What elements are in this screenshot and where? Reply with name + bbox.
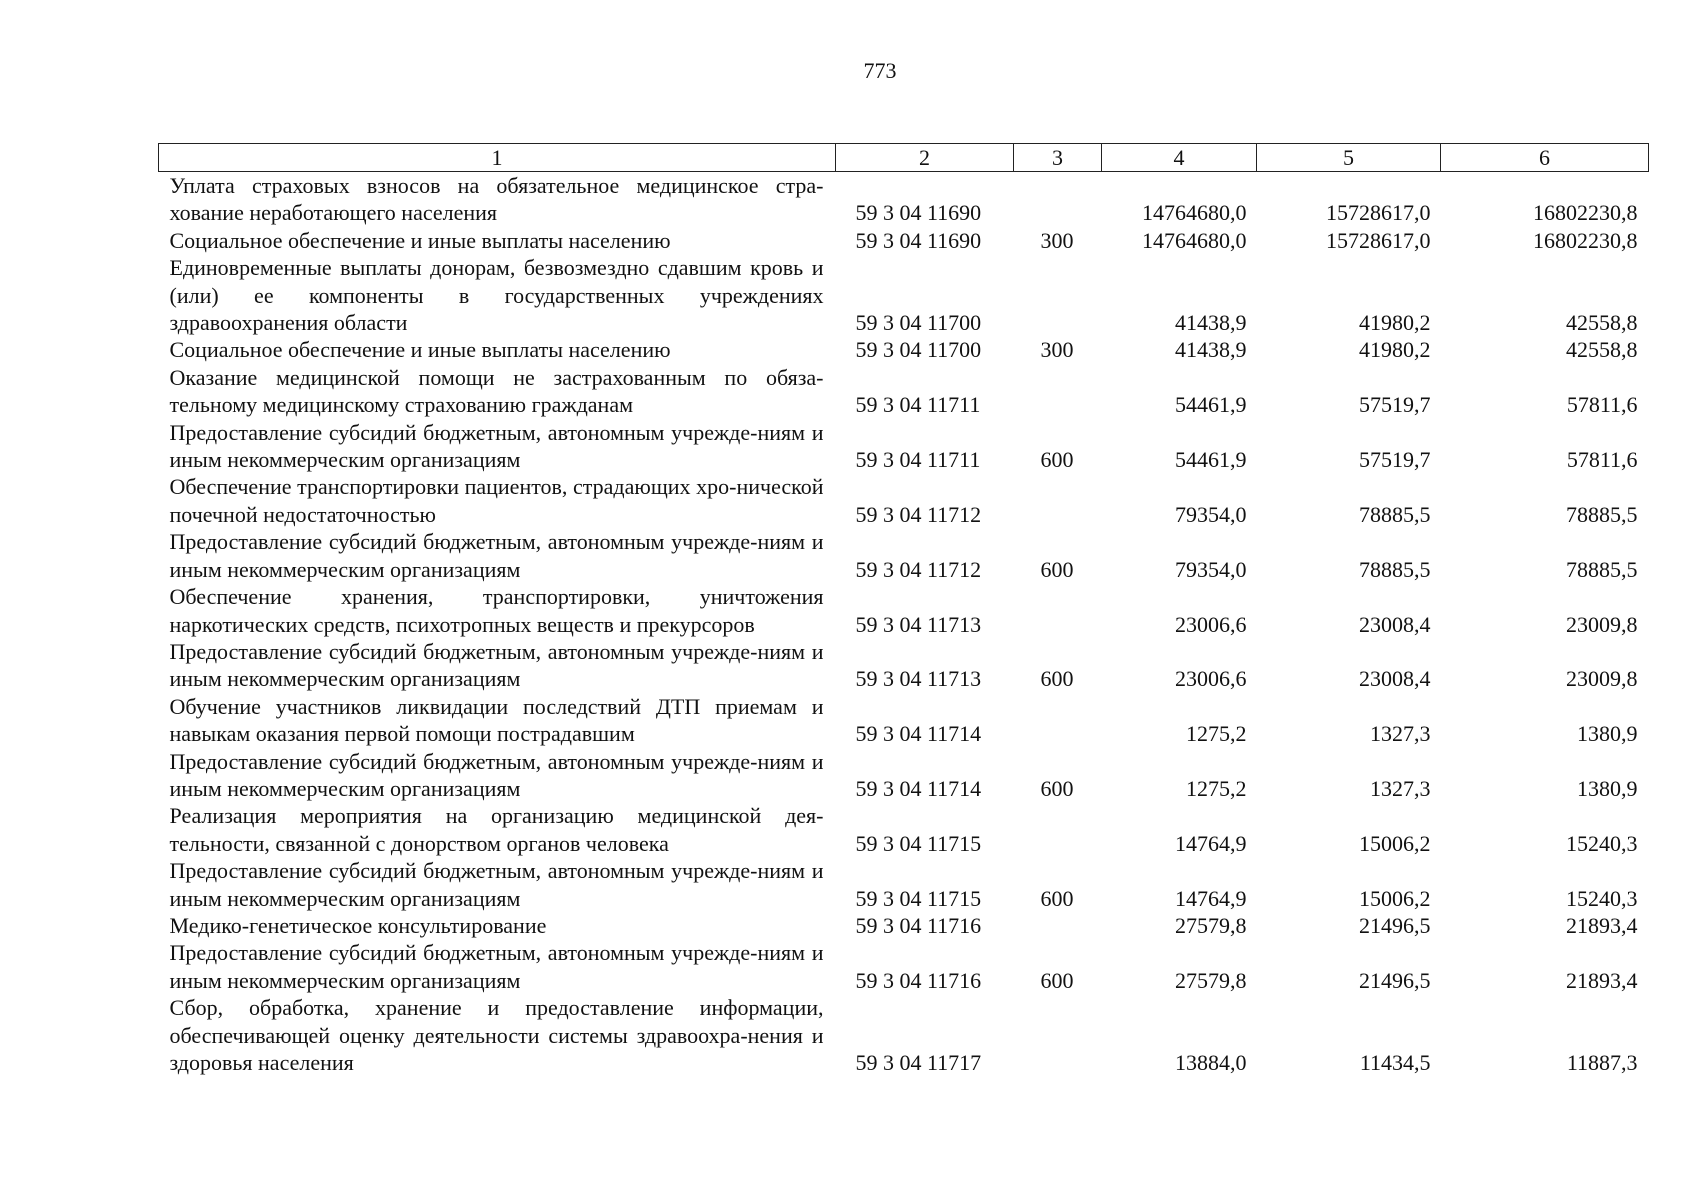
row-value-col5: 15728617,0 <box>1326 200 1431 226</box>
row-value-col4: 14764,9 <box>1175 830 1247 856</box>
row-value-col4: 41438,9 <box>1175 337 1247 363</box>
row-expense-type: 600 <box>1040 775 1074 801</box>
row-value-col4: 54461,9 <box>1175 447 1247 473</box>
table-row <box>159 528 1649 583</box>
row-expense-type <box>1014 583 1102 638</box>
table-row <box>159 748 1649 803</box>
table-row <box>159 857 1649 912</box>
row-expense-type: 600 <box>1040 447 1074 473</box>
row-value-col6: 15240,3 <box>1566 830 1638 856</box>
row-name: Единовременные выплаты донорам, безвозмездно сдавшим кровь и (или) ее компоненты в государственных учреждениях здравоохранения области <box>169 255 824 336</box>
row-name: Предоставление субсидий бюджетным, автономным учрежде-ниям и иным некоммерческим организациям <box>169 419 824 473</box>
table-row <box>159 583 1649 638</box>
row-value-col6: 11887,3 <box>1566 1050 1638 1075</box>
row-value-col5: 57519,7 <box>1359 392 1431 418</box>
row-code: 59 3 04 11714 <box>855 775 982 801</box>
row-name: Предоставление субсидий бюджетным, автономным учрежде-ниям и иным некоммерческим организациям <box>169 858 824 911</box>
row-code: 59 3 04 11714 <box>855 721 982 747</box>
row-code: 59 3 04 11690 <box>855 200 982 226</box>
row-expense-type <box>1014 254 1102 336</box>
row-value-col5: 23008,4 <box>1359 666 1431 692</box>
row-value-col4: 23006,6 <box>1175 666 1247 692</box>
row-expense-type: 300 <box>1040 337 1074 363</box>
column-header-5: 5 <box>1257 144 1441 172</box>
row-value-col5: 41980,2 <box>1359 310 1431 336</box>
row-expense-type <box>1014 364 1102 419</box>
table-row <box>159 419 1649 474</box>
row-expense-type <box>1014 802 1102 857</box>
row-value-col4: 27579,8 <box>1175 912 1247 938</box>
table-row <box>159 693 1649 748</box>
row-code: 59 3 04 11700 <box>855 310 982 336</box>
row-value-col5: 78885,5 <box>1359 556 1431 582</box>
row-name: Социальное обеспечение и иные выплаты населению <box>169 337 671 363</box>
row-value-col4: 14764680,0 <box>1142 200 1247 226</box>
row-value-col6: 57811,6 <box>1566 392 1638 418</box>
row-name: Медико-генетическое консультирование <box>169 912 547 938</box>
row-value-col6: 78885,5 <box>1566 556 1638 582</box>
row-expense-type: 600 <box>1040 556 1074 582</box>
row-expense-type <box>1014 693 1102 748</box>
row-code: 59 3 04 11716 <box>855 912 982 938</box>
row-expense-type: 600 <box>1040 967 1074 993</box>
row-expense-type <box>1014 172 1102 227</box>
table-row <box>159 227 1649 254</box>
column-header-6: 6 <box>1441 144 1649 172</box>
row-code: 59 3 04 11712 <box>855 501 982 527</box>
row-value-col6: 21893,4 <box>1566 912 1638 938</box>
row-code: 59 3 04 11713 <box>855 666 982 692</box>
row-value-col5: 1327,3 <box>1370 721 1431 747</box>
row-name: Сбор, обработка, хранение и предоставление информации, обеспечивающей оценку деятельности системы здравоохра-нения и здоровья населения <box>169 995 824 1075</box>
table-row <box>159 994 1649 1076</box>
table-row <box>159 638 1649 693</box>
row-name: Обучение участников ликвидации последствий ДТП приемам и навыкам оказания первой помощи пострадавшим <box>169 693 824 747</box>
row-value-col5: 57519,7 <box>1359 447 1431 473</box>
budget-table <box>158 143 1649 1076</box>
row-name: Обеспечение транспортировки пациентов, страдающих хро-нической почечной недостаточностью <box>169 474 824 527</box>
column-header-3: 3 <box>1014 144 1102 172</box>
row-value-col5: 41980,2 <box>1359 337 1431 363</box>
row-code: 59 3 04 11716 <box>855 967 982 993</box>
row-name: Предоставление субсидий бюджетным, автономным учрежде-ниям и иным некоммерческим организациям <box>169 529 824 582</box>
row-code: 59 3 04 11717 <box>855 1050 982 1075</box>
row-name: Уплата страховых взносов на обязательное медицинское стра-хование неработающего населения <box>169 173 824 226</box>
row-value-col5: 78885,5 <box>1359 501 1431 527</box>
row-expense-type: 300 <box>1040 227 1074 253</box>
row-value-col6: 42558,8 <box>1566 310 1638 336</box>
row-name: Предоставление субсидий бюджетным, автономным учрежде-ниям и иным некоммерческим организациям <box>169 748 824 801</box>
row-name: Социальное обеспечение и иные выплаты населению <box>169 227 671 253</box>
row-value-col4: 13884,0 <box>1175 1050 1247 1075</box>
row-value-col5: 15006,2 <box>1359 885 1431 911</box>
row-value-col4: 1275,2 <box>1186 721 1247 747</box>
row-value-col5: 21496,5 <box>1359 912 1431 938</box>
row-expense-type: 600 <box>1040 666 1074 692</box>
column-header-4: 4 <box>1102 144 1257 172</box>
table-row <box>159 364 1649 419</box>
row-name: Обеспечение хранения, транспортировки, уничтожения наркотических средств, психотропных веществ и прекурсоров <box>169 584 824 637</box>
row-value-col4: 23006,6 <box>1175 611 1247 637</box>
row-value-col5: 21496,5 <box>1359 967 1431 993</box>
row-code: 59 3 04 11712 <box>855 556 982 582</box>
row-value-col6: 1380,9 <box>1577 775 1638 801</box>
row-value-col4: 14764,9 <box>1175 885 1247 911</box>
row-value-col6: 16802230,8 <box>1533 227 1638 253</box>
row-expense-type <box>1014 912 1102 939</box>
row-value-col4: 27579,8 <box>1175 967 1247 993</box>
row-value-col6: 15240,3 <box>1566 885 1638 911</box>
row-value-col5: 15006,2 <box>1359 830 1431 856</box>
row-value-col6: 23009,8 <box>1566 666 1638 692</box>
row-name: Предоставление субсидий бюджетным, автономным учрежде-ниям и иным некоммерческим организациям <box>169 940 824 993</box>
table-body <box>159 172 1649 1077</box>
header-row <box>159 144 1649 172</box>
table-row <box>159 802 1649 857</box>
table-header <box>159 144 1649 172</box>
row-value-col5: 15728617,0 <box>1326 227 1431 253</box>
row-code: 59 3 04 11711 <box>855 392 981 418</box>
row-expense-type: 600 <box>1040 885 1074 911</box>
row-value-col6: 23009,8 <box>1566 611 1638 637</box>
table-row <box>159 939 1649 994</box>
row-value-col4: 1275,2 <box>1186 775 1247 801</box>
row-value-col4: 54461,9 <box>1175 392 1247 418</box>
row-value-col6: 42558,8 <box>1566 337 1638 363</box>
table-row <box>159 254 1649 336</box>
row-value-col6: 21893,4 <box>1566 967 1638 993</box>
row-value-col5: 23008,4 <box>1359 611 1431 637</box>
row-value-col6: 78885,5 <box>1566 501 1638 527</box>
row-value-col4: 14764680,0 <box>1142 227 1247 253</box>
row-value-col5: 11434,5 <box>1359 1050 1431 1075</box>
row-value-col4: 79354,0 <box>1175 556 1247 582</box>
column-header-1: 1 <box>159 144 836 172</box>
table-row <box>159 172 1649 227</box>
row-code: 59 3 04 11713 <box>855 611 982 637</box>
row-code: 59 3 04 11700 <box>855 337 982 363</box>
row-value-col6: 57811,6 <box>1566 447 1638 473</box>
row-expense-type <box>1014 994 1102 1076</box>
table-row <box>159 473 1649 528</box>
row-value-col6: 16802230,8 <box>1533 200 1638 226</box>
row-code: 59 3 04 11690 <box>855 227 982 253</box>
row-value-col4: 41438,9 <box>1175 310 1247 336</box>
row-value-col5: 1327,3 <box>1370 775 1431 801</box>
table-row <box>159 912 1649 939</box>
row-code: 59 3 04 11715 <box>855 885 982 911</box>
row-value-col6: 1380,9 <box>1577 721 1638 747</box>
row-code: 59 3 04 11715 <box>855 830 982 856</box>
row-name: Оказание медицинской помощи не застрахованным по обяза-тельному медицинскому страхованию гражданам <box>169 364 824 418</box>
row-name: Предоставление субсидий бюджетным, автономным учрежде-ниям и иным некоммерческим организациям <box>169 638 824 692</box>
column-header-2: 2 <box>836 144 1014 172</box>
row-value-col4: 79354,0 <box>1175 501 1247 527</box>
row-code: 59 3 04 11711 <box>855 447 981 473</box>
table-row <box>159 336 1649 363</box>
row-name: Реализация мероприятия на организацию медицинской дея-тельности, связанной с донорством органов человека <box>169 803 824 856</box>
row-expense-type <box>1014 473 1102 528</box>
page-number: 773 <box>863 58 897 83</box>
